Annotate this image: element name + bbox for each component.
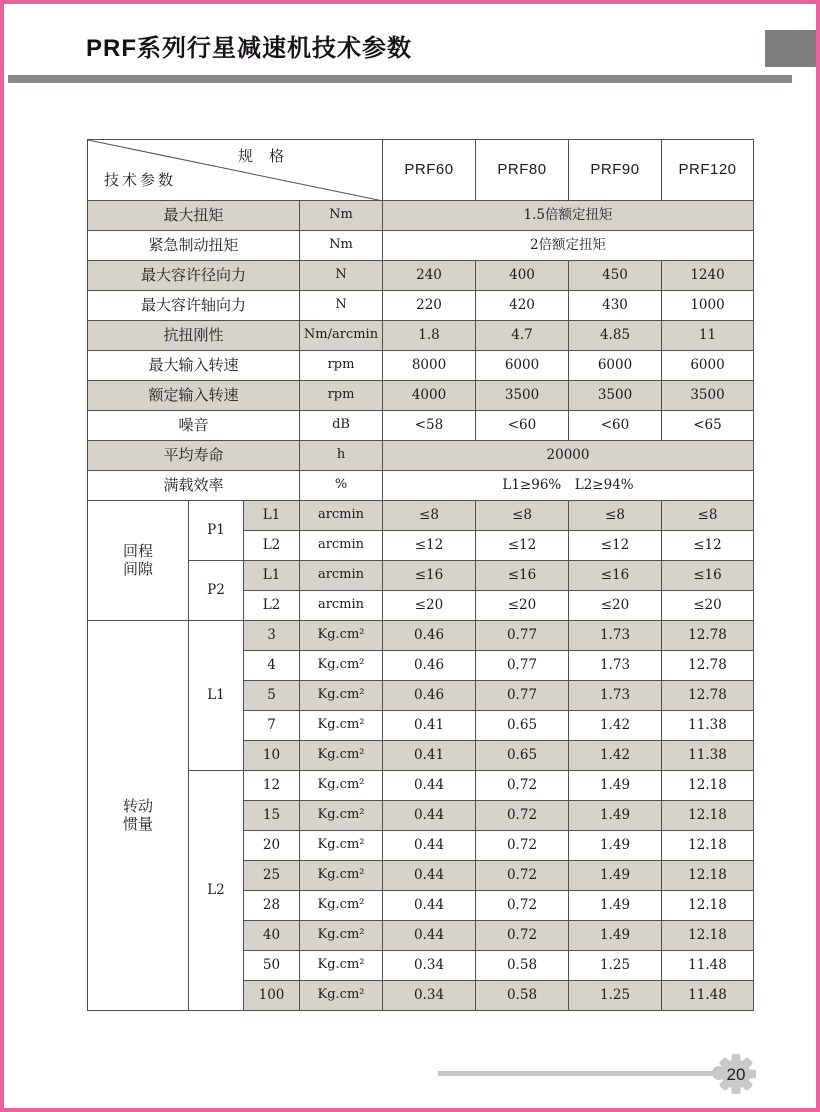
column-header: PRF120 [662,140,754,201]
stage-cell: L2 [244,531,300,561]
merged-value-cell: 2倍额定扭矩 [383,231,754,261]
value-cell: 3500 [569,381,662,411]
value-cell: ≤8 [476,501,569,531]
unit-cell: % [300,471,383,501]
row-label: 平均寿命 [88,441,300,471]
page-number: 20 [726,1065,746,1084]
row-label: 额定输入转速 [88,381,300,411]
value-cell: 1.42 [569,711,662,741]
value-cell: <65 [662,411,754,441]
corner-param-label: 技术参数 [104,172,177,189]
unit-cell: N [300,291,383,321]
ratio-cell: 4 [244,651,300,681]
row-label: 最大扭矩 [88,201,300,231]
value-cell: 450 [569,261,662,291]
value-cell: 12.18 [662,801,754,831]
value-cell: 11.38 [662,741,754,771]
table-row [88,201,754,231]
value-cell: 0.44 [383,771,476,801]
value-cell: 12.18 [662,891,754,921]
value-cell: <60 [569,411,662,441]
table-row [88,351,754,381]
unit-cell: Kg.cm² [300,891,383,921]
value-cell: 220 [383,291,476,321]
value-cell: ≤16 [662,561,754,591]
value-cell: 400 [476,261,569,291]
unit-cell: arcmin [300,531,383,561]
value-cell: 1.49 [569,801,662,831]
value-cell: 240 [383,261,476,291]
unit-cell: rpm [300,351,383,381]
merged-value-cell: L1≥96% L2≥94% [383,471,754,501]
value-cell: 0.41 [383,711,476,741]
value-cell: 1.73 [569,681,662,711]
unit-cell: Kg.cm² [300,681,383,711]
value-cell: 0.44 [383,831,476,861]
ratio-cell: 10 [244,741,300,771]
ratio-cell: 25 [244,861,300,891]
table-row [88,621,754,651]
ratio-cell: 100 [244,981,300,1011]
ratio-cell: 7 [244,711,300,741]
value-cell: ≤20 [662,591,754,621]
value-cell: ≤20 [383,591,476,621]
page-number-gear-icon [713,1051,759,1097]
stage-cell: L2 [244,591,300,621]
row-label: 满载效率 [88,471,300,501]
value-cell: 1000 [662,291,754,321]
footer-rule [438,1071,722,1076]
value-cell: 0.46 [383,681,476,711]
value-cell: 12.18 [662,771,754,801]
unit-cell: Kg.cm² [300,981,383,1011]
merged-value-cell: 1.5倍额定扭矩 [383,201,754,231]
row-label: 最大容许轴向力 [88,291,300,321]
spec-table [87,139,754,1011]
value-cell: 1240 [662,261,754,291]
value-cell: 420 [476,291,569,321]
group-label: P2 [189,561,244,621]
value-cell: 0.72 [476,921,569,951]
value-cell: 6000 [569,351,662,381]
table-row [88,501,754,531]
value-cell: 430 [569,291,662,321]
value-cell: 0.44 [383,921,476,951]
value-cell: ≤8 [383,501,476,531]
value-cell: ≤20 [476,591,569,621]
value-cell: 11.48 [662,951,754,981]
value-cell: 3500 [476,381,569,411]
value-cell: 1.49 [569,771,662,801]
ratio-cell: 12 [244,771,300,801]
unit-cell: arcmin [300,591,383,621]
row-label: 抗扭刚性 [88,321,300,351]
merged-value-cell: 20000 [383,441,754,471]
table-row [88,321,754,351]
header-corner-decoration [765,30,816,67]
ratio-cell: 20 [244,831,300,861]
value-cell: 1.8 [383,321,476,351]
unit-cell: Nm [300,201,383,231]
group-label: L1 [189,621,244,771]
value-cell: 4.85 [569,321,662,351]
value-cell: 0.58 [476,951,569,981]
unit-cell: Kg.cm² [300,951,383,981]
stage-cell: L1 [244,501,300,531]
unit-cell: Kg.cm² [300,651,383,681]
value-cell: 0.72 [476,861,569,891]
value-cell: 0.44 [383,861,476,891]
value-cell: ≤8 [569,501,662,531]
row-label: 最大输入转速 [88,351,300,381]
value-cell: 1.73 [569,621,662,651]
value-cell: 11 [662,321,754,351]
group-label: P1 [189,501,244,561]
ratio-cell: 50 [244,951,300,981]
unit-cell: h [300,441,383,471]
value-cell: 11.38 [662,711,754,741]
table-row [88,291,754,321]
value-cell: 12.18 [662,921,754,951]
value-cell: 0.65 [476,711,569,741]
table-row [88,471,754,501]
value-cell: 4.7 [476,321,569,351]
unit-cell: N [300,261,383,291]
value-cell: 0.34 [383,981,476,1011]
unit-cell: rpm [300,381,383,411]
unit-cell: Kg.cm² [300,711,383,741]
group-label: L2 [189,771,244,1011]
value-cell: 0.41 [383,741,476,771]
value-cell: 0.46 [383,651,476,681]
value-cell: 0.72 [476,891,569,921]
value-cell: <60 [476,411,569,441]
value-cell: ≤16 [383,561,476,591]
value-cell: 6000 [662,351,754,381]
column-header: PRF90 [569,140,662,201]
value-cell: 12.78 [662,621,754,651]
row-label: 噪音 [88,411,300,441]
value-cell: 1.49 [569,891,662,921]
value-cell: 1.49 [569,831,662,861]
value-cell: 12.78 [662,681,754,711]
section-label-inertia: 转动 惯量 [88,621,189,1011]
value-cell: ≤12 [569,531,662,561]
unit-cell: Kg.cm² [300,621,383,651]
table-row [88,381,754,411]
value-cell: 0.72 [476,801,569,831]
table-row [88,441,754,471]
table-row [88,231,754,261]
value-cell: 1.42 [569,741,662,771]
value-cell: <58 [383,411,476,441]
corner-spec-label: 规 格 [238,148,291,165]
value-cell: ≤12 [662,531,754,561]
unit-cell: Kg.cm² [300,771,383,801]
value-cell: 12.18 [662,861,754,891]
table-row [88,411,754,441]
unit-cell: arcmin [300,561,383,591]
value-cell: 6000 [476,351,569,381]
value-cell: 4000 [383,381,476,411]
value-cell: 12.18 [662,831,754,861]
unit-cell: dB [300,411,383,441]
value-cell: 0.77 [476,651,569,681]
value-cell: ≤12 [476,531,569,561]
value-cell: 0.72 [476,771,569,801]
value-cell: 0.46 [383,621,476,651]
value-cell: 1.49 [569,921,662,951]
value-cell: 1.49 [569,861,662,891]
table-row [88,261,754,291]
unit-cell: Kg.cm² [300,801,383,831]
ratio-cell: 28 [244,891,300,921]
header-rule [8,75,792,83]
value-cell: ≤16 [476,561,569,591]
value-cell: 0.77 [476,681,569,711]
unit-cell: Kg.cm² [300,831,383,861]
value-cell: 0.44 [383,801,476,831]
spec-table-container [87,139,754,1011]
value-cell: 0.44 [383,891,476,921]
ratio-cell: 3 [244,621,300,651]
unit-cell: Kg.cm² [300,741,383,771]
unit-cell: Kg.cm² [300,861,383,891]
row-label: 最大容许径向力 [88,261,300,291]
value-cell: 11.48 [662,981,754,1011]
value-cell: 3500 [662,381,754,411]
ratio-cell: 15 [244,801,300,831]
value-cell: 12.78 [662,651,754,681]
column-header: PRF60 [383,140,476,201]
unit-cell: Kg.cm² [300,921,383,951]
value-cell: 8000 [383,351,476,381]
value-cell: ≤12 [383,531,476,561]
stage-cell: L1 [244,561,300,591]
corner-cell [88,140,383,201]
value-cell: 0.72 [476,831,569,861]
table-row [88,140,754,201]
value-cell: 0.34 [383,951,476,981]
row-label: 紧急制动扭矩 [88,231,300,261]
unit-cell: Nm/arcmin [300,321,383,351]
column-header: PRF80 [476,140,569,201]
value-cell: ≤8 [662,501,754,531]
unit-cell: arcmin [300,501,383,531]
value-cell: 0.65 [476,741,569,771]
ratio-cell: 5 [244,681,300,711]
value-cell: 1.25 [569,951,662,981]
unit-cell: Nm [300,231,383,261]
section-label-backlash: 回程 间隙 [88,501,189,621]
value-cell: 1.25 [569,981,662,1011]
value-cell: 1.73 [569,651,662,681]
value-cell: 0.77 [476,621,569,651]
ratio-cell: 40 [244,921,300,951]
value-cell: ≤16 [569,561,662,591]
value-cell: ≤20 [569,591,662,621]
page-title: PRF系列行星减速机技术参数 [86,35,412,62]
value-cell: 0.58 [476,981,569,1011]
